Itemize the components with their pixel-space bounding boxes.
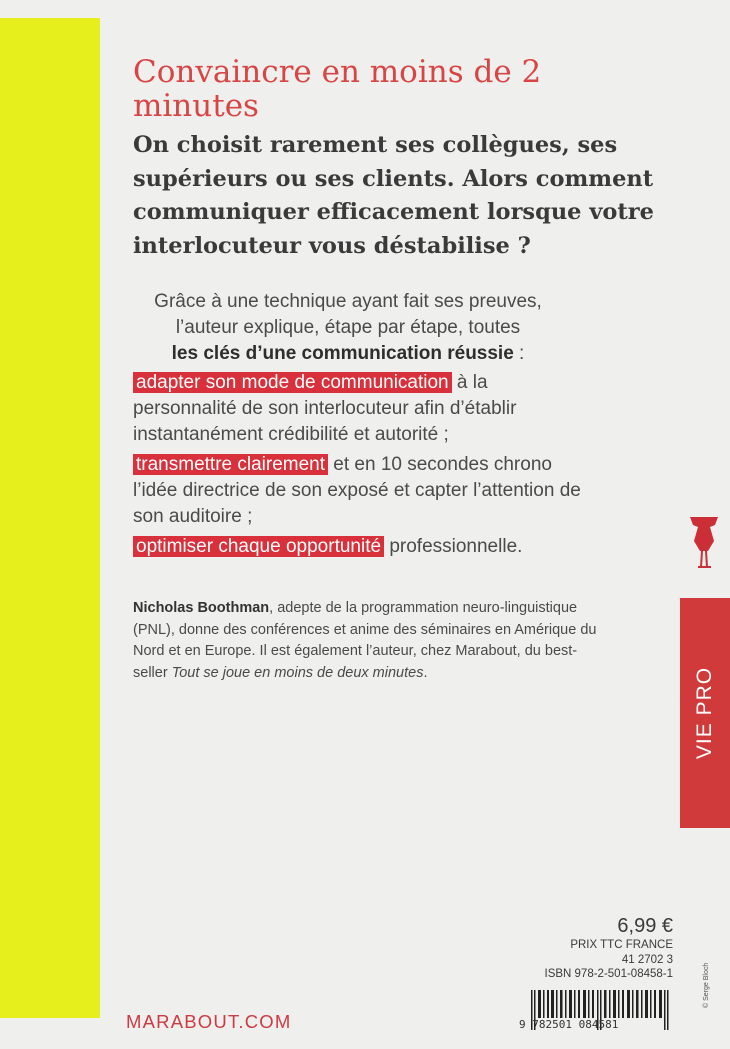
list-item-text: à la personnalité de son interlocuteur afin d’établir instantanément crédibilité et autorité ; [133, 372, 517, 445]
author-bio [133, 598, 611, 684]
intro-text: Grâce à une technique ayant fait ses preuves, l’auteur explique, étape par étape, toutes [154, 291, 542, 338]
intro-bold: les clés d’une communication réussie [171, 343, 514, 364]
list-item-text: et en 10 secondes chrono l’idée directrice de son exposé et capter l’attention de son auditoire ; [133, 454, 581, 527]
book-title: Convaincre en moins de 2 minutes [133, 54, 542, 124]
highlight-label: optimiser chaque opportunité [133, 536, 384, 557]
price: 6,99 € [617, 915, 673, 937]
list-item [133, 370, 593, 448]
illustration-credit: © Serge Bloch [703, 962, 710, 1008]
product-code: 41 2702 3 [621, 953, 673, 966]
bio-end: . [423, 664, 428, 681]
category-tab [680, 598, 730, 828]
category-label: VIE PRO [693, 666, 716, 760]
list-item [133, 452, 593, 530]
lead-paragraph: On choisit rarement ses collègues, ses supérieurs ou ses clients. Alors comment communiquer efficacement lorsque votre interlocuteur vous déstabilise ? [133, 132, 654, 259]
list-item-text: professionnelle. [384, 536, 523, 557]
yellow-band [0, 18, 100, 1018]
book-reference: Tout se joue en moins de deux minutes [171, 664, 424, 681]
intro-colon: : [513, 343, 525, 364]
highlight-label: adapter son mode de communication [133, 372, 452, 393]
barcode-digits: 9 782501 084581 [519, 1018, 619, 1031]
intro-paragraph [133, 289, 563, 367]
price-note: PRIX TTC FRANCE [570, 939, 673, 951]
list-item [133, 534, 593, 560]
highlight-label: transmettre clairement [133, 454, 328, 475]
isbn: ISBN 978-2-501-08458-1 [544, 968, 673, 980]
bird-logo-icon [688, 515, 720, 579]
website-link[interactable]: MARABOUT.COM [126, 1011, 292, 1032]
author-name: Nicholas Boothman [133, 600, 270, 616]
price-block [545, 914, 674, 982]
bio-text: , adepte de la programmation neuro-linguistique (PNL), donne des conférences et anime des séminaires en Amérique du Nord et en Europe. Il est également l’auteur, chez Marabout, du best-seller [133, 600, 597, 681]
